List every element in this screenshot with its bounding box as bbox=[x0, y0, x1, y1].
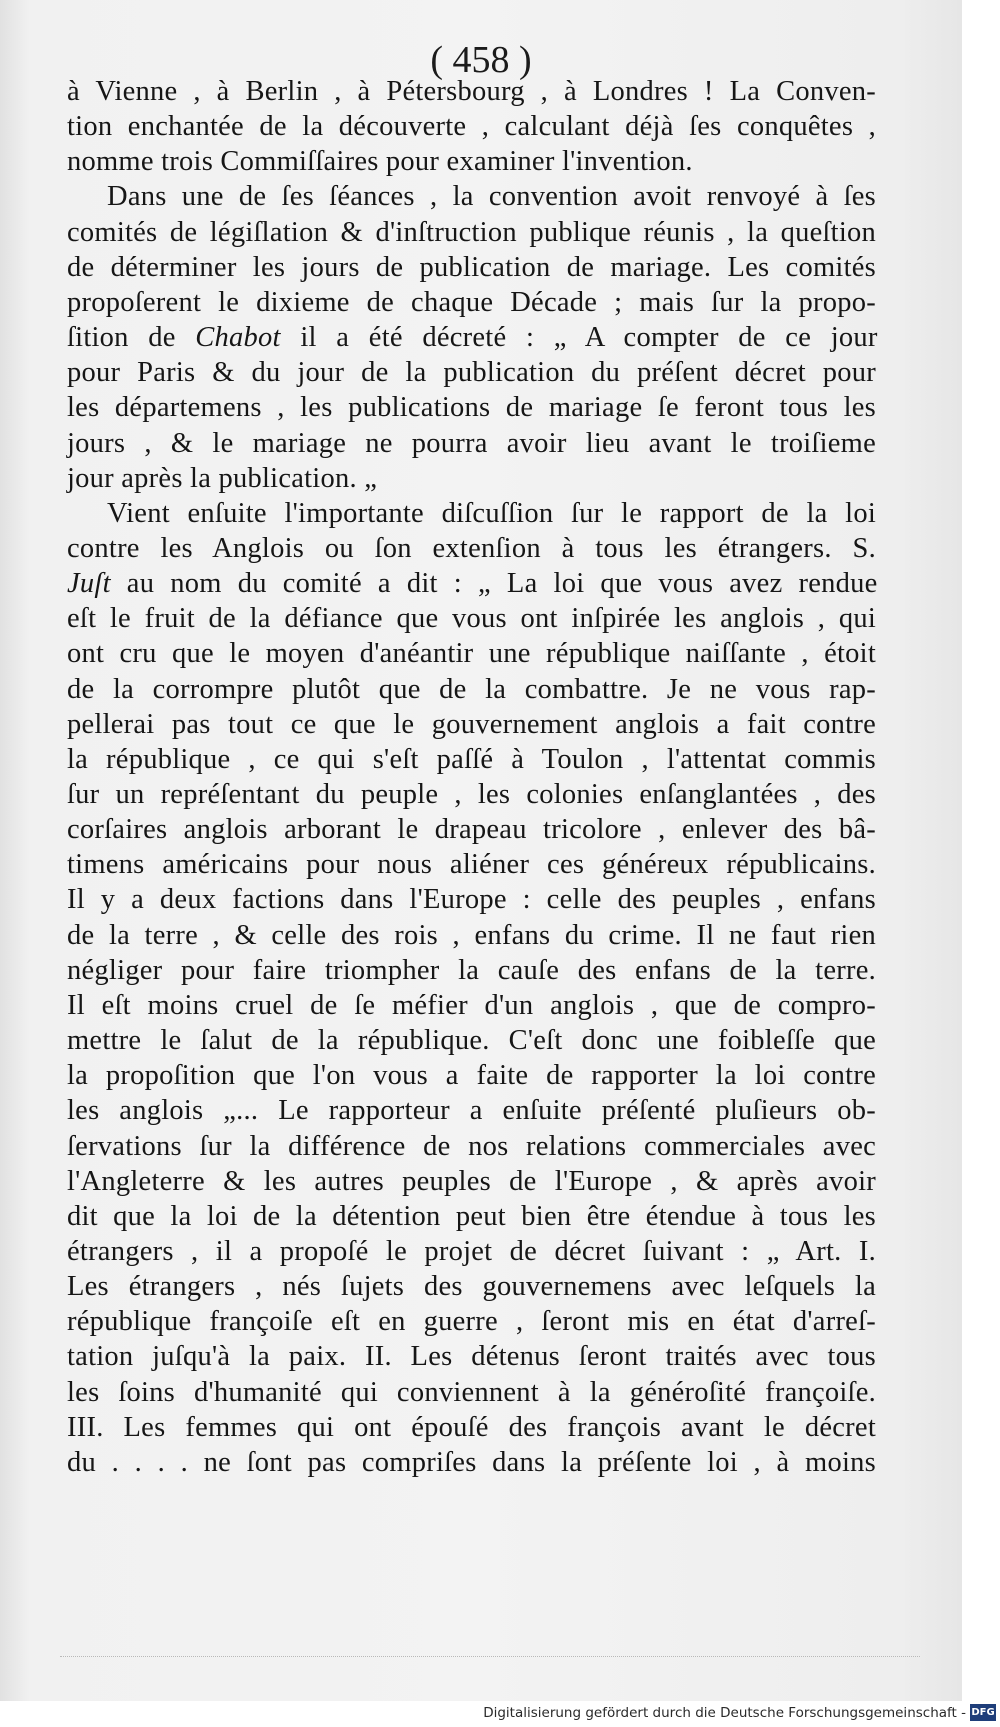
text-line: comités de légiſlation & d'inſtruction publique réunis , la queſtion bbox=[67, 216, 876, 248]
text-line: étrangers , il a propoſé le projet de décret ſuivant : „ Art. I. bbox=[67, 1235, 876, 1267]
text-line: tion enchantée de la découverte , calculant déjà ſes conquêtes , bbox=[67, 111, 876, 143]
text-line: du . . . . ne ſont pas compriſes dans la préſente loi , à moins bbox=[67, 1446, 876, 1478]
text-line: l'Angleterre & les autres peuples de l'Europe , & après avoir bbox=[67, 1165, 876, 1197]
print-bleed-through bbox=[60, 1656, 920, 1658]
text-line: de déterminer les jours de publication de mariage. Les comités bbox=[67, 251, 876, 283]
text-line: ſur un repréſentant du peuple , les colonies enſanglantées , des bbox=[67, 779, 876, 810]
text-line: la propoſition que l'on vous a faite de rapporter la loi contre bbox=[67, 1060, 876, 1092]
text-line: contre les Anglois ou ſon extenſion à tous les étrangers. S. bbox=[67, 532, 876, 564]
text-line: ſervations ſur la différence de nos relations commerciales avec bbox=[67, 1130, 876, 1162]
text-line: Juſt au nom du comité a dit : „ La loi que vous avez rendue bbox=[67, 568, 878, 600]
text-line: eſt le fruit de la défiance que vous ont inſpirée les anglois , qui bbox=[67, 603, 876, 635]
text-line: de la corrompre plutôt que de la combattre. Je ne vous rap- bbox=[67, 673, 876, 705]
text-line: III. Les femmes qui ont épouſé des françois avant le décret bbox=[67, 1411, 876, 1443]
italic-name: Chabot bbox=[195, 322, 281, 354]
text-line: Vient enſuite l'importante diſcuſſion ſur le rapport de la loi bbox=[107, 497, 876, 529]
text-line: Il eſt moins cruel de ſe méfier d'un anglois , que de compro- bbox=[67, 989, 876, 1021]
page-number: ( 458 ) bbox=[430, 39, 532, 81]
text-line: pellerai pas tout ce que le gouvernement anglois a fait contre bbox=[67, 708, 876, 740]
text-line: Il y a deux factions dans l'Europe : celle des peuples , enfans bbox=[67, 884, 876, 916]
text-line: tation juſqu'à la paix. II. Les détenus ſeront traités avec tous bbox=[67, 1341, 876, 1373]
text-line: pour Paris & du jour de la publication du préſent décret pour bbox=[67, 357, 876, 389]
text-line: république françoiſe eſt en guerre , ſeront mis en état d'arreſ- bbox=[67, 1306, 876, 1338]
footer-credit: Digitalisierung gefördert durch die Deutsche Forschungsgemeinschaft - bbox=[483, 1705, 966, 1721]
text-line: mettre le ſalut de la république. C'eſt donc une foibleſſe que bbox=[67, 1025, 876, 1057]
text-line: Dans une de ſes ſéances , la convention avoit renvoyé à ſes bbox=[107, 181, 876, 213]
text-line: Les étrangers , nés ſujets des gouvernemens avec leſquels la bbox=[67, 1271, 876, 1303]
text-line: à Vienne , à Berlin , à Pétersbourg , à Londres ! La Conven- bbox=[67, 76, 876, 107]
text-line: la république , ce qui s'eſt paſſé à Toulon , l'attentat commis bbox=[67, 743, 876, 775]
text-line: nomme trois Commiſſaires pour examiner l'invention. bbox=[67, 146, 693, 178]
text-line: les ſoins d'humanité qui conviennent à la généroſité françoiſe. bbox=[67, 1376, 876, 1408]
text-line: de la terre , & celle des rois , enfans du crime. Il ne faut rien bbox=[67, 919, 876, 951]
text-line: les anglois „... Le rapporteur a enſuite préſenté pluſieurs ob- bbox=[67, 1095, 876, 1127]
text-line: les départemens , les publications de mariage ſe feront tous les bbox=[67, 392, 876, 424]
text-line: timens américains pour nous aliéner ces généreux républicains. bbox=[67, 849, 876, 881]
text-line: ſition de Chabot il a été décreté : „ A compter de ce jour bbox=[67, 322, 878, 354]
text-line: négliger pour faire triompher la cauſe des enfans de la terre. bbox=[67, 954, 876, 986]
text-line: corſaires anglois arborant le drapeau tricolore , enlever des bâ- bbox=[67, 814, 876, 846]
digitization-footer bbox=[0, 1701, 1000, 1727]
italic-name: Juſt bbox=[67, 568, 111, 600]
text-line: jours , & le mariage ne pourra avoir lieu avant le troiſieme bbox=[67, 427, 876, 459]
text-line: ont cru que le moyen d'anéantir une république naiſſante , étoit bbox=[67, 638, 876, 670]
text-line: propoſerent le dixieme de chaque Décade ; mais ſur la propo- bbox=[67, 286, 876, 318]
dfg-logo: DFG bbox=[970, 1704, 996, 1721]
text-line: jour après la publication. „ bbox=[67, 462, 378, 494]
text-line: dit que la loi de la détention peut bien être étendue à tous les bbox=[67, 1200, 876, 1232]
